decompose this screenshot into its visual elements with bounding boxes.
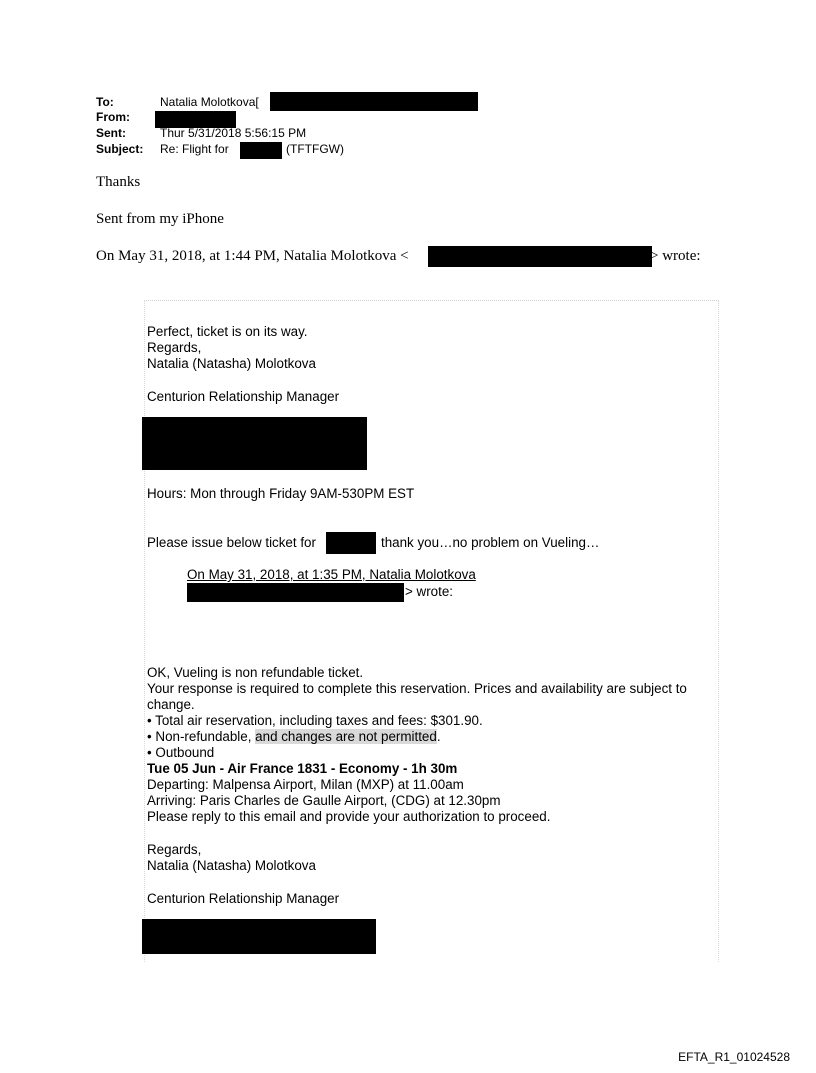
flight-heading: Tue 05 Jun - Air France 1831 - Economy - 1h 30m [147, 761, 458, 776]
sent-label: Sent: [96, 126, 126, 140]
quoted-line: Regards, [147, 340, 202, 355]
quoted-line: Arriving: Paris Charles de Gaulle Airport, (CDG) at 12.30pm [147, 793, 501, 808]
quoted-bullet [147, 729, 441, 745]
quoted-hours: Hours: Mon through Friday 9AM-530PM EST [147, 486, 415, 501]
redaction-bar [270, 92, 478, 111]
sent-value: Thur 5/31/2018 5:56:15 PM [160, 126, 307, 140]
reply-on-line-suffix: > wrote: [650, 248, 701, 264]
to-value: Natalia Molotkova[ [160, 95, 259, 109]
redaction-bar [142, 417, 367, 470]
quoted-title: Centurion Relationship Manager [147, 891, 340, 906]
reply-on-line-prefix: On May 31, 2018, at 1:44 PM, Natalia Molotkova < [96, 248, 409, 264]
highlighted-text: and changes are not permitted [255, 729, 437, 744]
redaction-bar [240, 142, 282, 159]
quoted-line: OK, Vueling is non refundable ticket. [147, 665, 364, 680]
quoted-bullet: • Outbound [147, 745, 215, 760]
quoted-line: Natalia (Natasha) Molotkova [147, 858, 316, 873]
quoted-line: Your response is required to complete this reservation. Prices and availability are subject to [147, 681, 687, 696]
redaction-bar [142, 919, 376, 954]
bullet-text: • Non-refundable, [147, 729, 256, 744]
from-label: From: [96, 110, 130, 124]
subject-label: Subject: [96, 142, 144, 156]
reply-thanks: Thanks [96, 174, 141, 190]
to-label: To: [96, 95, 114, 109]
redaction-bar [187, 583, 404, 602]
redaction-bar [428, 246, 652, 267]
bullet-text: . [436, 729, 441, 744]
inner-on-line: On May 31, 2018, at 1:35 PM, Natalia Molotkova [187, 567, 476, 582]
reply-signature: Sent from my iPhone [96, 211, 224, 227]
quoted-line: Please reply to this email and provide your authorization to proceed. [147, 809, 551, 824]
quoted-line: Departing: Malpensa Airport, Milan (MXP) at 11.00am [147, 777, 464, 792]
quoted-issue-suffix: thank you…no problem on Vueling… [381, 535, 600, 550]
quoted-line: Natalia (Natasha) Molotkova [147, 356, 316, 371]
subject-prefix: Re: Flight for [160, 142, 229, 156]
quoted-line: Regards, [147, 842, 202, 857]
redaction-bar [326, 532, 376, 554]
inner-wrote: > wrote: [405, 584, 454, 599]
quoted-issue-prefix: Please issue below ticket for [147, 535, 316, 550]
quoted-bullet: • Total air reservation, including taxes and fees: $301.90. [147, 713, 483, 728]
quoted-line: Perfect, ticket is on its way. [147, 324, 308, 339]
subject-suffix: (TFTFGW) [286, 142, 344, 156]
quoted-title: Centurion Relationship Manager [147, 389, 340, 404]
document-id: EFTA_R1_01024528 [678, 1050, 790, 1064]
quoted-line: change. [147, 697, 195, 712]
